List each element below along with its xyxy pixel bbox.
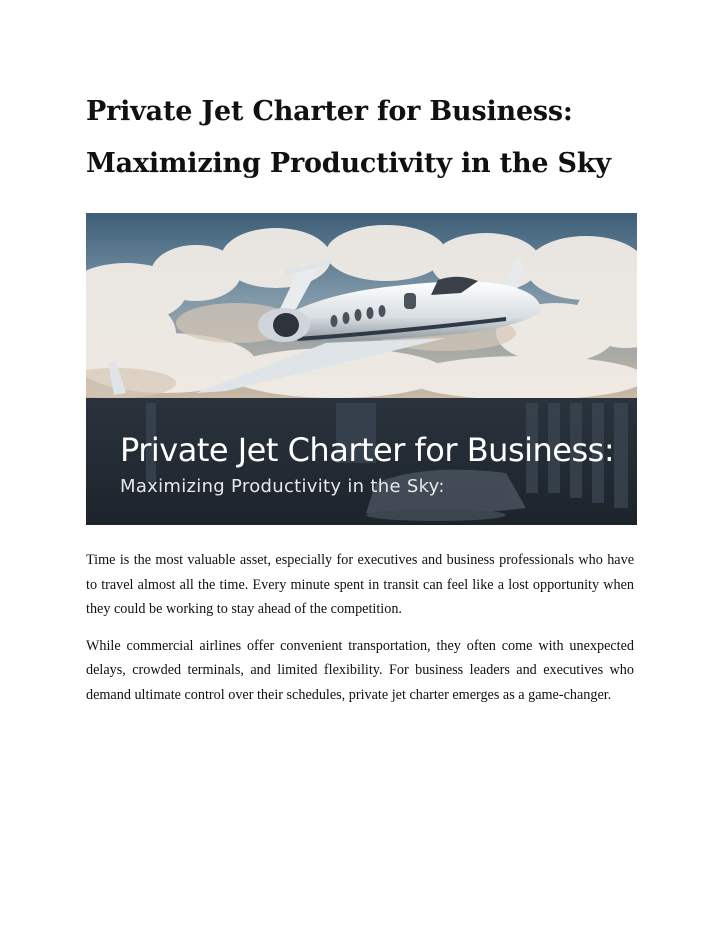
article-title-line-2: Maximizing Productivity in the Sky xyxy=(86,148,611,179)
hero-banner-text xyxy=(120,430,620,500)
hero-banner-subtitle: Maximizing Productivity in the Sky: xyxy=(120,476,445,497)
article-title-line-1: Private Jet Charter for Business: xyxy=(86,96,573,127)
paragraph-2: While commercial airlines offer convenient transportation, they often come with unexpected delays, crowded terminals, and limited flexibility. For business leaders and executives who demand ultimate control over their schedules, private jet charter emerges as a game-changer. xyxy=(86,637,634,703)
hero-image xyxy=(86,213,637,525)
paragraph-1: Time is the most valuable asset, especially for executives and business professionals who have to travel almost all the time. Every minute spent in transit can feel like a lost opportunity when they could be working to stay ahead of the competition. xyxy=(86,552,634,618)
article-title xyxy=(86,86,646,190)
hero-banner-title: Private Jet Charter for Business: xyxy=(120,431,615,469)
article-body xyxy=(86,548,634,720)
